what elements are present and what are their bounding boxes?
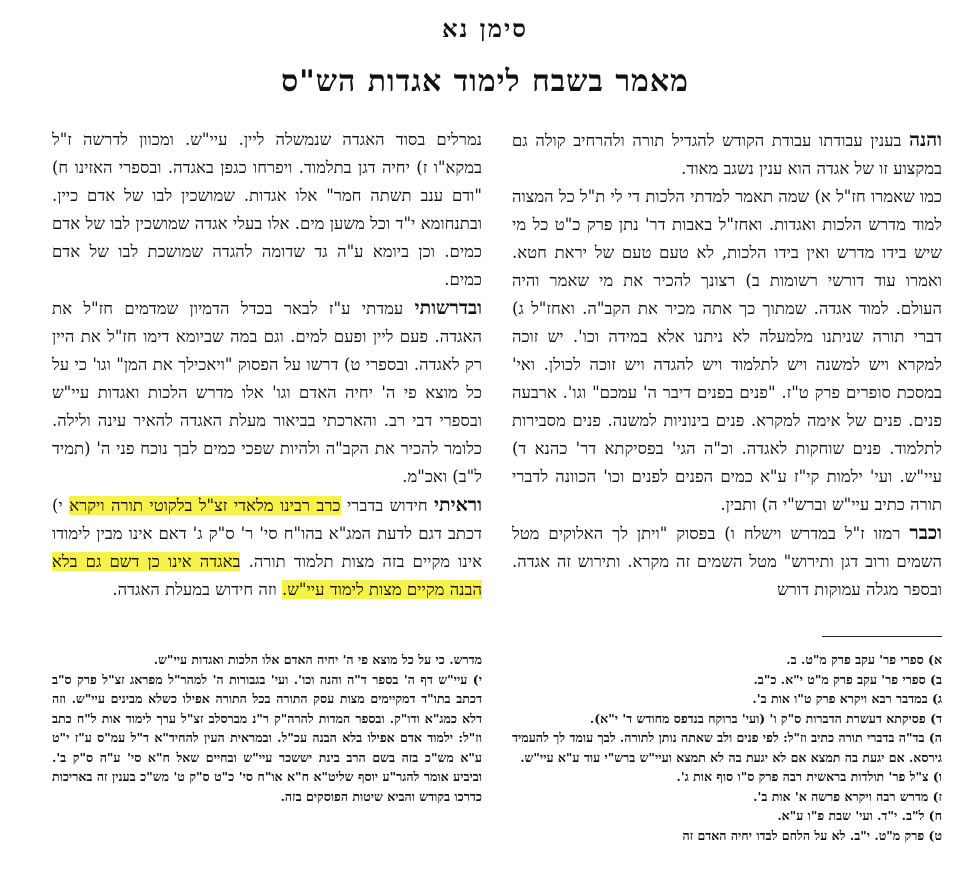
- footnote: ט) פרק מ"ט. י"ב. לא על הלחם לבדו יחיה האדם זה: [682, 827, 942, 843]
- page-title: מאמר בשבח לימוד אגדות הש"ס: [281, 64, 689, 99]
- left-text-column: [52, 126, 482, 604]
- paragraph-text: כמו שאמרו חז"ל א) שמה תאמר למדתי הלכות די לי ת"ל כל המצוה למוד מדרש הלכות ואגדות. ואחז"ל באבות דר' נתן פרק כ"ט כל מי שיש בידו מדרש ואין בידו הלכות, לא טעם טעם של יראת חטא. ואמרו עוד דורשי רשומות ב) רצונך להכיר את מי שאמר והיה העולם. למוד אגדה. שמתוך כך אתה מכיר את הקב"ה. ואחז"ל ג) דברי תורה שניתנו מלמעלה לא ניתנו אלא במידה וכו'. יש זוכה למקרא ויש למשנה ויש לתלמוד ויש להגדה ויש זוכה לכולן. ואי' במסכת סופרים פרק ט"ז. "פנים בפנים דיבר ה' עמכם" וגו'. ארבעה פנים. פנים של אימה למקרא. פנים בינוניות למשנה. פנים מסבירות לתלמוד. פנים שוחקות לאגדה. וכ"ה הגי' בפסיקתא דר' כהנא ד) עיי"ש. ועי' ילמות קי"ז ע"א כמים הפנים לפנים וכו' הכוונה לדברי תורה כתיב עיי"ש וברש"י ה) ותבין.: [512, 187, 942, 514]
- highlighted-text: כרב רבינו מלאדי זצ"ל בלקוטי תורה ויקרא: [69, 496, 341, 515]
- footnotes-right: [512, 650, 942, 845]
- paragraph: [52, 491, 482, 604]
- footnote: א) ספרי פר' עקב פרק מ"ט. ב.: [786, 652, 942, 667]
- paragraph-text: וזה חידוש במעלת האגדה.: [112, 580, 282, 599]
- paragraph: [512, 519, 942, 604]
- paragraph-text: בענין עבודתו עבודת הקודש להגדיל תורה ולהרחיב קולה גם במקצוע זו של אגדה הוא ענין נשגב מאוד.: [512, 131, 942, 178]
- highlighted-text: באגדה אינו כן דשם גם בלא הבנה מקיים מצות לימוד עיי"ש.: [52, 552, 482, 599]
- footnote: ב) ספרי פר' עקב פרק מ"ט י"א. כ"ב.: [753, 671, 942, 687]
- paragraph: [512, 126, 942, 183]
- paragraph-text: חידוש בדברי: [340, 496, 435, 515]
- footnote: ו) צ"ל פר' תולדות בראשית רבה פרק ס"ו סוף אות ג'.: [676, 769, 942, 784]
- footnote: מדרש. כי על כל מוצא פי ה' יחיה האדם אלו הלכות ואגדות עיי"ש.: [153, 652, 482, 667]
- paragraph-lead-word: והנה: [909, 129, 942, 151]
- footnote: י) עיי"ש דף ה' בספר ד"ה והנה וכו'. ועי' בגבורות ה' למהר"ל מפראג זצ"ל פרק ס"ב דכתב בתו"ד דמקיימים מצות עסק התורה בכל התורה אפילו כשלא מבינים עיי"ש. וזה דלא כמג"א ודו"ק. ובספר המדות להרה"ק ר"נ מברסלב זצ"ל ערך לימוד אות ל"ח כתב וז"ל: ילמוד אדם אפילו בלא הבנה עכ"ל. ובמראית העין להחיד"א ד"ל עמ"ס ע"ז י"ט ע"א מש"כ בזה בשם הרב בינת יששכר עיי"ש ובחיים שאל ח"א סי' ע"ה ס"ק ב'. וביביע אומר להגר"ע יוסף שליט"א ח"א או"ח סי' כ"ט ס"ק ט' מש"כ בענין זה באריכות כדרכו בקודש והביא שיטות הפוסקים בזה.: [52, 671, 482, 804]
- paragraph-lead-word: וכבר: [909, 522, 942, 544]
- paragraph: [512, 183, 942, 519]
- paragraph-text: רמזו ז"ל במדרש וישלח ו) בפסוק "ויתן לך האלוקים מטל השמים ורוב דגן ותירוש" מטל השמים זה מקרא. ותירוש זה אגדה. ובספר מגלה עמוקות דורש: [512, 524, 942, 599]
- footnote: ד) פסיקתא דעשרת הדברות ס"ק ו' (ועי' ברוקח בנדפס מחודש ד' י"א).: [589, 710, 942, 726]
- footnote: ג) במדבר רבא ויקרא פרק ט"ו אות ב'.: [752, 691, 942, 706]
- paragraph: [52, 294, 482, 491]
- footnote: ח) ל"ב. י"ד. ועי' שבת פ"ו ע"א.: [777, 808, 942, 823]
- paragraph-text: נמרלים בסוד האגדה שנמשלה ליין. עיי"ש. ומכוון לדרשה ז"ל במקא"ו ז) יחיה דגן בתלמוד. ויפרחו כגפן באגדה. ובספרי האזינו ח) "ודם ענב תשתה חמר" אלו אגדות. שמושכין לבו של אדם כיין. ובתנחומא י"ד וכל משען מים. אלו בעלי אגדה שמושכין לבו של אדם כמים. וכן ביומא ע"ה גד שדומה להגדה שמושכת לבו של אדם כמים.: [52, 130, 482, 289]
- footnote: ז) מדרש רבה ויקרא פרשה א' אות ב'.: [753, 788, 942, 804]
- footnotes-left: [52, 650, 482, 806]
- siman-heading: סימן נא: [442, 14, 528, 43]
- right-text-column: [512, 126, 942, 604]
- paragraph: [52, 126, 482, 294]
- footnote: ה) בד"ה בדברי תורה כתיב וז"ל: לפי פנים ולב שאתה נותן לתורה. לבך עומד לך להעמיד גירסא. אם יגעת בה תמצא אם לא יגעת בה לא תמצא ועיי"ש ברש"י עוד ע"א עיי"ש.: [512, 730, 942, 765]
- paragraph-lead-word: וראיתי: [434, 494, 482, 516]
- paragraph-lead-word: ובדרשותי: [414, 297, 482, 319]
- footnote-divider: [822, 636, 942, 637]
- paragraph-text: עמדתי ע"ז לבאר בכדל הדמיון שמדמים חז"ל את האגדה. פעם ליין ופעם למים. וגם במה שביומא דימו חז"ל את היין רק לאגדה. ובספרי ט) דרשו על הפסוק "ויאכילך את המן" וגו' כי על כל מוצא פי ה' יחיה האדם וגו' אלו מדרש הלכות ואגדות עיי"ש ובספרי דבי רב. והארכתי בביאור מעלת האגדה להאיר עינה ולילה. כלומר להכיר את הקב"ה ולהיות שפכי כמים לבך נוכח פני ה' (תמיד ל"ב) ואכ"מ.: [52, 299, 482, 486]
- paragraph-text: י) דכתב דגם לדעת המג"א בהו"ח סי' ר' ס"ק ג' דאם אינו מבין לימודו אינו מקיים בזה מצות תלמוד תורה.: [52, 496, 482, 571]
